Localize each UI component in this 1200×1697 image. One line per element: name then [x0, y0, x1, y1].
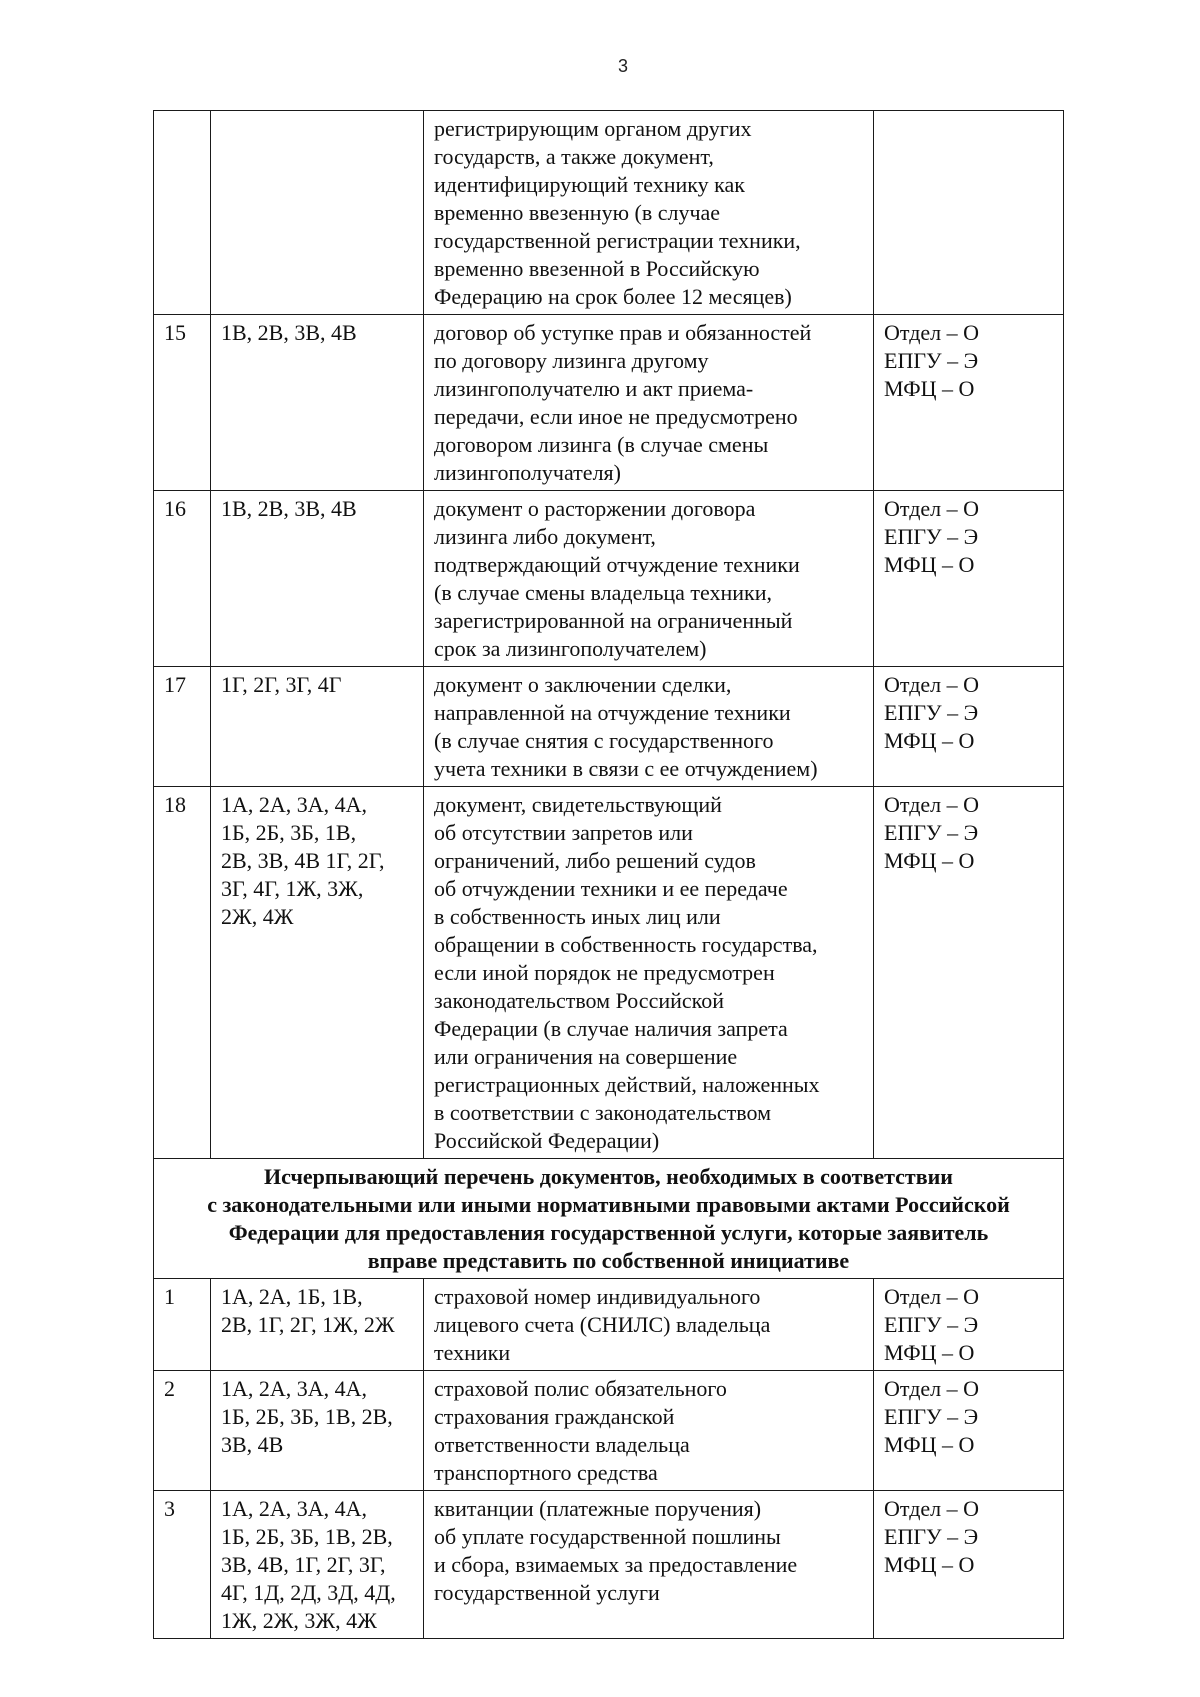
document-description-cell [424, 667, 874, 787]
applicant-codes-line: 1Г, 2Г, 3Г, 4Г [221, 672, 342, 697]
submission-method-line: МФЦ – О [884, 1552, 975, 1577]
document-description-line: лизингополучателю и акт приема- [434, 376, 754, 401]
section-heading-row [154, 1159, 1064, 1279]
document-description-line: договором лизинга (в случае смены [434, 432, 769, 457]
applicant-codes-line: 1В, 2В, 3В, 4В [221, 496, 357, 521]
document-description-line: (в случае смены владельца техники, [434, 580, 773, 605]
document-description-line: лизинга либо документ, [434, 524, 656, 549]
table-row [154, 667, 1064, 787]
applicant-codes-line: 1А, 2А, 3А, 4А, [221, 1496, 368, 1521]
applicant-codes-line: 1А, 2А, 1Б, 1В, [221, 1284, 363, 1309]
document-description-cell [424, 1371, 874, 1491]
document-description-line: Российской Федерации) [434, 1128, 660, 1153]
document-description-cell [424, 491, 874, 667]
row-number-cell [154, 787, 211, 1159]
table-row [154, 1371, 1064, 1491]
heading-line: Федерации для предоставления государственной услуги, которые заявитель [228, 1220, 989, 1245]
document-description-line: или ограничения на совершение [434, 1044, 738, 1069]
applicant-codes-cell [211, 111, 424, 315]
document-description-line: обращении в собственность государства, [434, 932, 818, 957]
document-description-cell [424, 111, 874, 315]
document-description-line: документ о заключении сделки, [434, 672, 732, 697]
document-description-line: временно ввезенную (в случае [434, 200, 721, 225]
table-body-part1 [154, 111, 1064, 1159]
submission-method-line: МФЦ – О [884, 1340, 975, 1365]
document-description-line: Федерацию на срок более 12 месяцев) [434, 284, 792, 309]
submission-method-line: МФЦ – О [884, 848, 975, 873]
row-number-cell [154, 111, 211, 315]
submission-method-line: Отдел – О [884, 1284, 980, 1309]
row-number-cell [154, 315, 211, 491]
table-row [154, 1279, 1064, 1371]
page-number: 3 [618, 56, 629, 76]
document-description-line: страхования гражданской [434, 1404, 675, 1429]
applicant-codes-line: 1Ж, 2Ж, 3Ж, 4Ж [221, 1608, 377, 1633]
document-description-cell [424, 315, 874, 491]
document-description-line: по договору лизинга другому [434, 348, 709, 373]
row-number: 16 [164, 496, 186, 521]
document-description-line: регистрирующим органом других [434, 116, 752, 141]
submission-method-line: ЕПГУ – Э [884, 820, 979, 845]
applicant-codes-line: 1Б, 2Б, 3Б, 1В, 2В, [221, 1524, 393, 1549]
table-row [154, 491, 1064, 667]
row-number: 2 [164, 1376, 175, 1401]
applicant-codes-line: 1Б, 2Б, 3Б, 1В, [221, 820, 357, 845]
document-description-line: (в случае снятия с государственного [434, 728, 774, 753]
document-description-line: законодательством Российской [434, 988, 724, 1013]
submission-method-line: Отдел – О [884, 792, 980, 817]
document-description-line: государственной услуги [434, 1580, 660, 1605]
submission-method-cell [874, 1371, 1064, 1491]
submission-method-line: МФЦ – О [884, 552, 975, 577]
document-description-line: страховой номер индивидуального [434, 1284, 761, 1309]
document-description-line: ответственности владельца [434, 1432, 690, 1457]
document-description-line: об отчуждении техники и ее передаче [434, 876, 788, 901]
applicant-codes-line: 1А, 2А, 3А, 4А, [221, 792, 368, 817]
document-description-line: лицевого счета (СНИЛС) владельца [434, 1312, 771, 1337]
submission-method-cell [874, 1279, 1064, 1371]
applicant-codes-cell [211, 667, 424, 787]
applicant-codes-line: 1Б, 2Б, 3Б, 1В, 2В, [221, 1404, 393, 1429]
document-description-line: техники [434, 1340, 511, 1365]
document-description-line: направленной на отчуждение техники [434, 700, 791, 725]
applicant-codes-line: 2В, 3В, 4В 1Г, 2Г, [221, 848, 385, 873]
row-number-cell [154, 1371, 211, 1491]
applicant-codes-line: 2В, 1Г, 2Г, 1Ж, 2Ж [221, 1312, 395, 1337]
document-description-line: лизингополучателя) [434, 460, 621, 485]
document-description-cell [424, 787, 874, 1159]
submission-method-cell [874, 315, 1064, 491]
document-description-line: передачи, если иное не предусмотрено [434, 404, 798, 429]
document-description-line: идентифицирующий технику как [434, 172, 745, 197]
applicant-codes-cell [211, 315, 424, 491]
document-description-cell [424, 1491, 874, 1639]
document-description-line: если иной порядок не предусмотрен [434, 960, 775, 985]
submission-method-line: ЕПГУ – Э [884, 1312, 979, 1337]
submission-method-line: МФЦ – О [884, 1432, 975, 1457]
document-description-line: временно ввезенной в Российскую [434, 256, 760, 281]
row-number-cell [154, 1279, 211, 1371]
document-description-line: договор об уступке прав и обязанностей [434, 320, 812, 345]
submission-method-cell [874, 491, 1064, 667]
submission-method-line: МФЦ – О [884, 376, 975, 401]
row-number: 1 [164, 1284, 175, 1309]
document-description-line: квитанции (платежные поручения) [434, 1496, 762, 1521]
submission-method-line: ЕПГУ – Э [884, 1404, 979, 1429]
document-description-line: в соответствии с законодательством [434, 1100, 772, 1125]
submission-method-line: ЕПГУ – Э [884, 1524, 979, 1549]
row-number-cell [154, 491, 211, 667]
submission-method-line: Отдел – О [884, 672, 980, 697]
row-number: 3 [164, 1496, 175, 1521]
row-number: 15 [164, 320, 186, 345]
applicant-codes-line: 1В, 2В, 3В, 4В [221, 320, 357, 345]
document-description-line: в собственность иных лиц или [434, 904, 721, 929]
table-body-part2 [154, 1279, 1064, 1639]
applicant-codes-cell [211, 1491, 424, 1639]
heading-line: вправе представить по собственной инициативе [367, 1248, 850, 1273]
document-description-line: срок за лизингополучателем) [434, 636, 707, 661]
table-row [154, 315, 1064, 491]
applicant-codes-line: 3Г, 4Г, 1Ж, 3Ж, [221, 876, 364, 901]
submission-method-line: Отдел – О [884, 496, 980, 521]
document-description-line: ограничений, либо решений судов [434, 848, 756, 873]
submission-method-line: Отдел – О [884, 320, 980, 345]
section-heading [154, 1159, 1064, 1279]
submission-method-line: ЕПГУ – Э [884, 348, 979, 373]
document-description-line: зарегистрированной на ограниченный [434, 608, 793, 633]
table-row [154, 787, 1064, 1159]
document-description-cell [424, 1279, 874, 1371]
row-number-cell [154, 1491, 211, 1639]
documents-table [153, 110, 1064, 1639]
table-row [154, 1491, 1064, 1639]
document-description-line: об уплате государственной пошлины [434, 1524, 781, 1549]
heading-line: Исчерпывающий перечень документов, необходимых в соответствии [264, 1164, 953, 1189]
applicant-codes-cell [211, 1371, 424, 1491]
applicant-codes-line: 2Ж, 4Ж [221, 904, 294, 929]
document-description-line: документ о расторжении договора [434, 496, 756, 521]
document-description-line: государств, а также документ, [434, 144, 714, 169]
submission-method-cell [874, 667, 1064, 787]
document-description-line: об отсутствии запретов или [434, 820, 693, 845]
applicant-codes-cell [211, 787, 424, 1159]
submission-method-line: Отдел – О [884, 1496, 980, 1521]
document-description-line: документ, свидетельствующий [434, 792, 722, 817]
document-description-line: страховой полис обязательного [434, 1376, 727, 1401]
submission-method-line: МФЦ – О [884, 728, 975, 753]
document-description-line: регистрационных действий, наложенных [434, 1072, 820, 1097]
submission-method-cell [874, 1491, 1064, 1639]
row-number: 17 [164, 672, 186, 697]
submission-method-cell [874, 111, 1064, 315]
heading-line: с законодательными или иными нормативными правовыми актами Российской [207, 1192, 1010, 1217]
document-description-line: государственной регистрации техники, [434, 228, 801, 253]
document-description-line: транспортного средства [434, 1460, 658, 1485]
document-description-line: Федерации (в случае наличия запрета [434, 1016, 788, 1041]
table-row [154, 111, 1064, 315]
applicant-codes-cell [211, 491, 424, 667]
submission-method-cell [874, 787, 1064, 1159]
applicant-codes-line: 1А, 2А, 3А, 4А, [221, 1376, 368, 1401]
submission-method-line: Отдел – О [884, 1376, 980, 1401]
document-description-line: учета техники в связи с ее отчуждением) [434, 756, 818, 781]
applicant-codes-line: 3В, 4В, 1Г, 2Г, 3Г, [221, 1552, 386, 1577]
document-description-line: подтверждающий отчуждение техники [434, 552, 800, 577]
row-number: 18 [164, 792, 186, 817]
applicant-codes-cell [211, 1279, 424, 1371]
document-description-line: и сбора, взимаемых за предоставление [434, 1552, 798, 1577]
submission-method-line: ЕПГУ – Э [884, 524, 979, 549]
applicant-codes-line: 4Г, 1Д, 2Д, 3Д, 4Д, [221, 1580, 396, 1605]
row-number-cell [154, 667, 211, 787]
applicant-codes-line: 3В, 4В [221, 1432, 284, 1457]
submission-method-line: ЕПГУ – Э [884, 700, 979, 725]
